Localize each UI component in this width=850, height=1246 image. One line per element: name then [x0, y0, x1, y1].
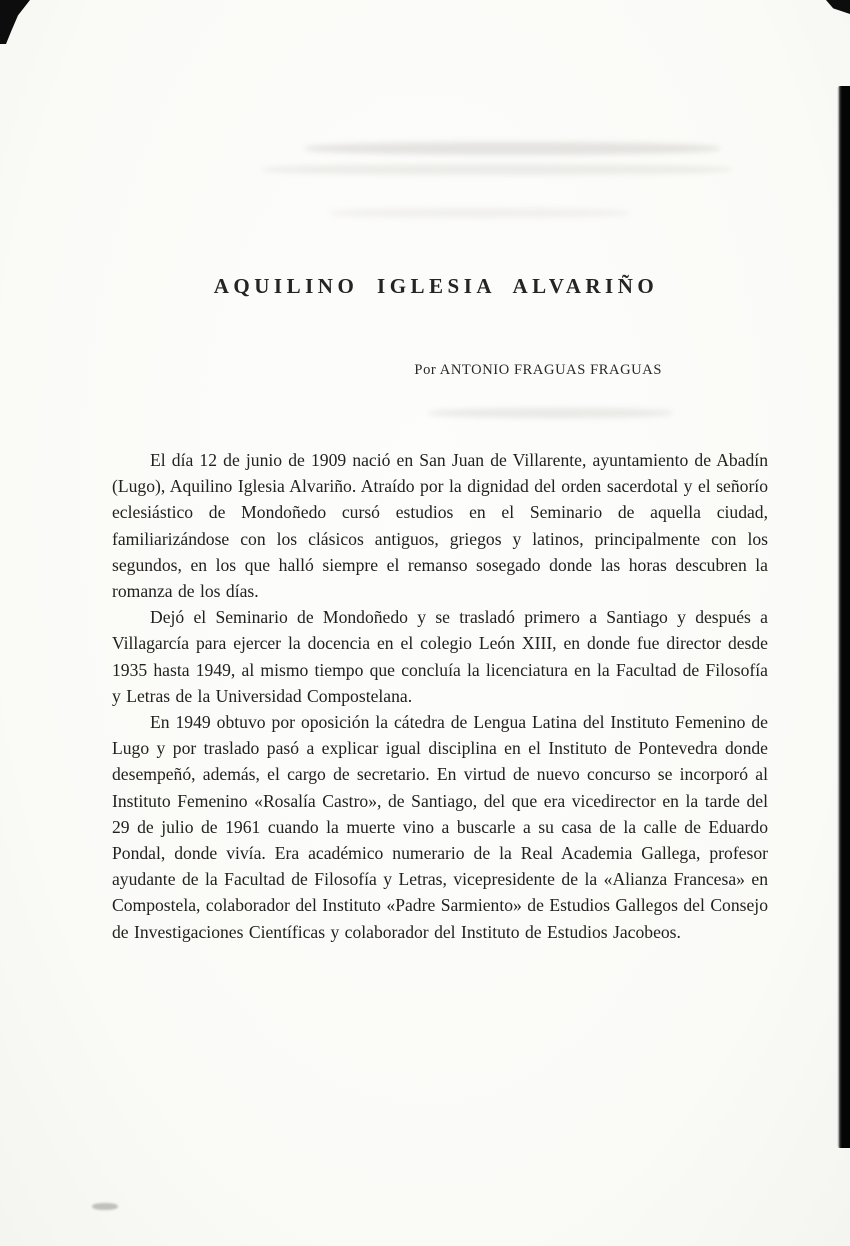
scan-smudge	[92, 1203, 118, 1210]
scan-smudge	[262, 164, 732, 175]
paragraph: En 1949 obtuvo por oposición la cátedra de Lengua Latina del Instituto Femenino de Lugo y por traslado pasó a explicar igual disciplina en el Instituto de Pontevedra donde desempeñó, además, el cargo de secretario. En virtud de nuevo concurso se incorporó al Instituto Femenino «Rosalía Castro», de Santiago, del que era vicedirector en la tarde del 29 de julio de 1961 cuando la muerte vino a buscarle a su casa de la calle de Eduardo Pondal, donde vivía. Era académico numerario de la Real Academia Gallega, profesor ayudante de la Facultad de Filosofía y Letras, vicepresidente de la «Alianza Francesa» en Compostela, colaborador del Instituto «Padre Sarmiento» de Estudios Gallegos del Consejo de Investigaciones Científicas y colaborador del Instituto de Estudios Jacobeos.	[112, 712, 768, 942]
scan-artifact-right-edge-strip	[837, 86, 850, 1148]
scan-artifact-top-right-corner	[826, 0, 850, 14]
scan-smudge	[428, 408, 673, 418]
article-byline: Por ANTONIO FRAGUAS FRAGUAS	[414, 362, 662, 378]
scan-smudge	[330, 208, 630, 218]
article-body	[112, 447, 768, 945]
scan-smudge	[305, 142, 720, 155]
paragraph: Dejó el Seminario de Mondoñedo y se trasladó primero a Santiago y después a Villagarcía para ejercer la docencia en el colegio León XIII, en donde fue director desde 1935 hasta 1949, al mismo tiempo que concluía la licenciatura en la Facultad de Filosofía y Letras de la Universidad Compostelana.	[112, 607, 768, 706]
article-title: AQUILINO IGLESIA ALVARIÑO	[213, 274, 659, 298]
paragraph: El día 12 de junio de 1909 nació en San Juan de Villarente, ayuntamiento de Abadín (Lugo), Aquilino Iglesia Alvariño. Atraído por la dignidad del orden sacerdotal y el señorío eclesiástico de Mondoñedo cursó estudios en el Seminario de aquella ciudad, familiarizándose con los clásicos antiguos, griegos y latinos, principalmente con los segundos, en los que halló siempre el remanso sosegado donde las horas descubren la romanza de los días.	[112, 450, 768, 602]
scan-artifact-top-left-corner	[0, 0, 30, 44]
